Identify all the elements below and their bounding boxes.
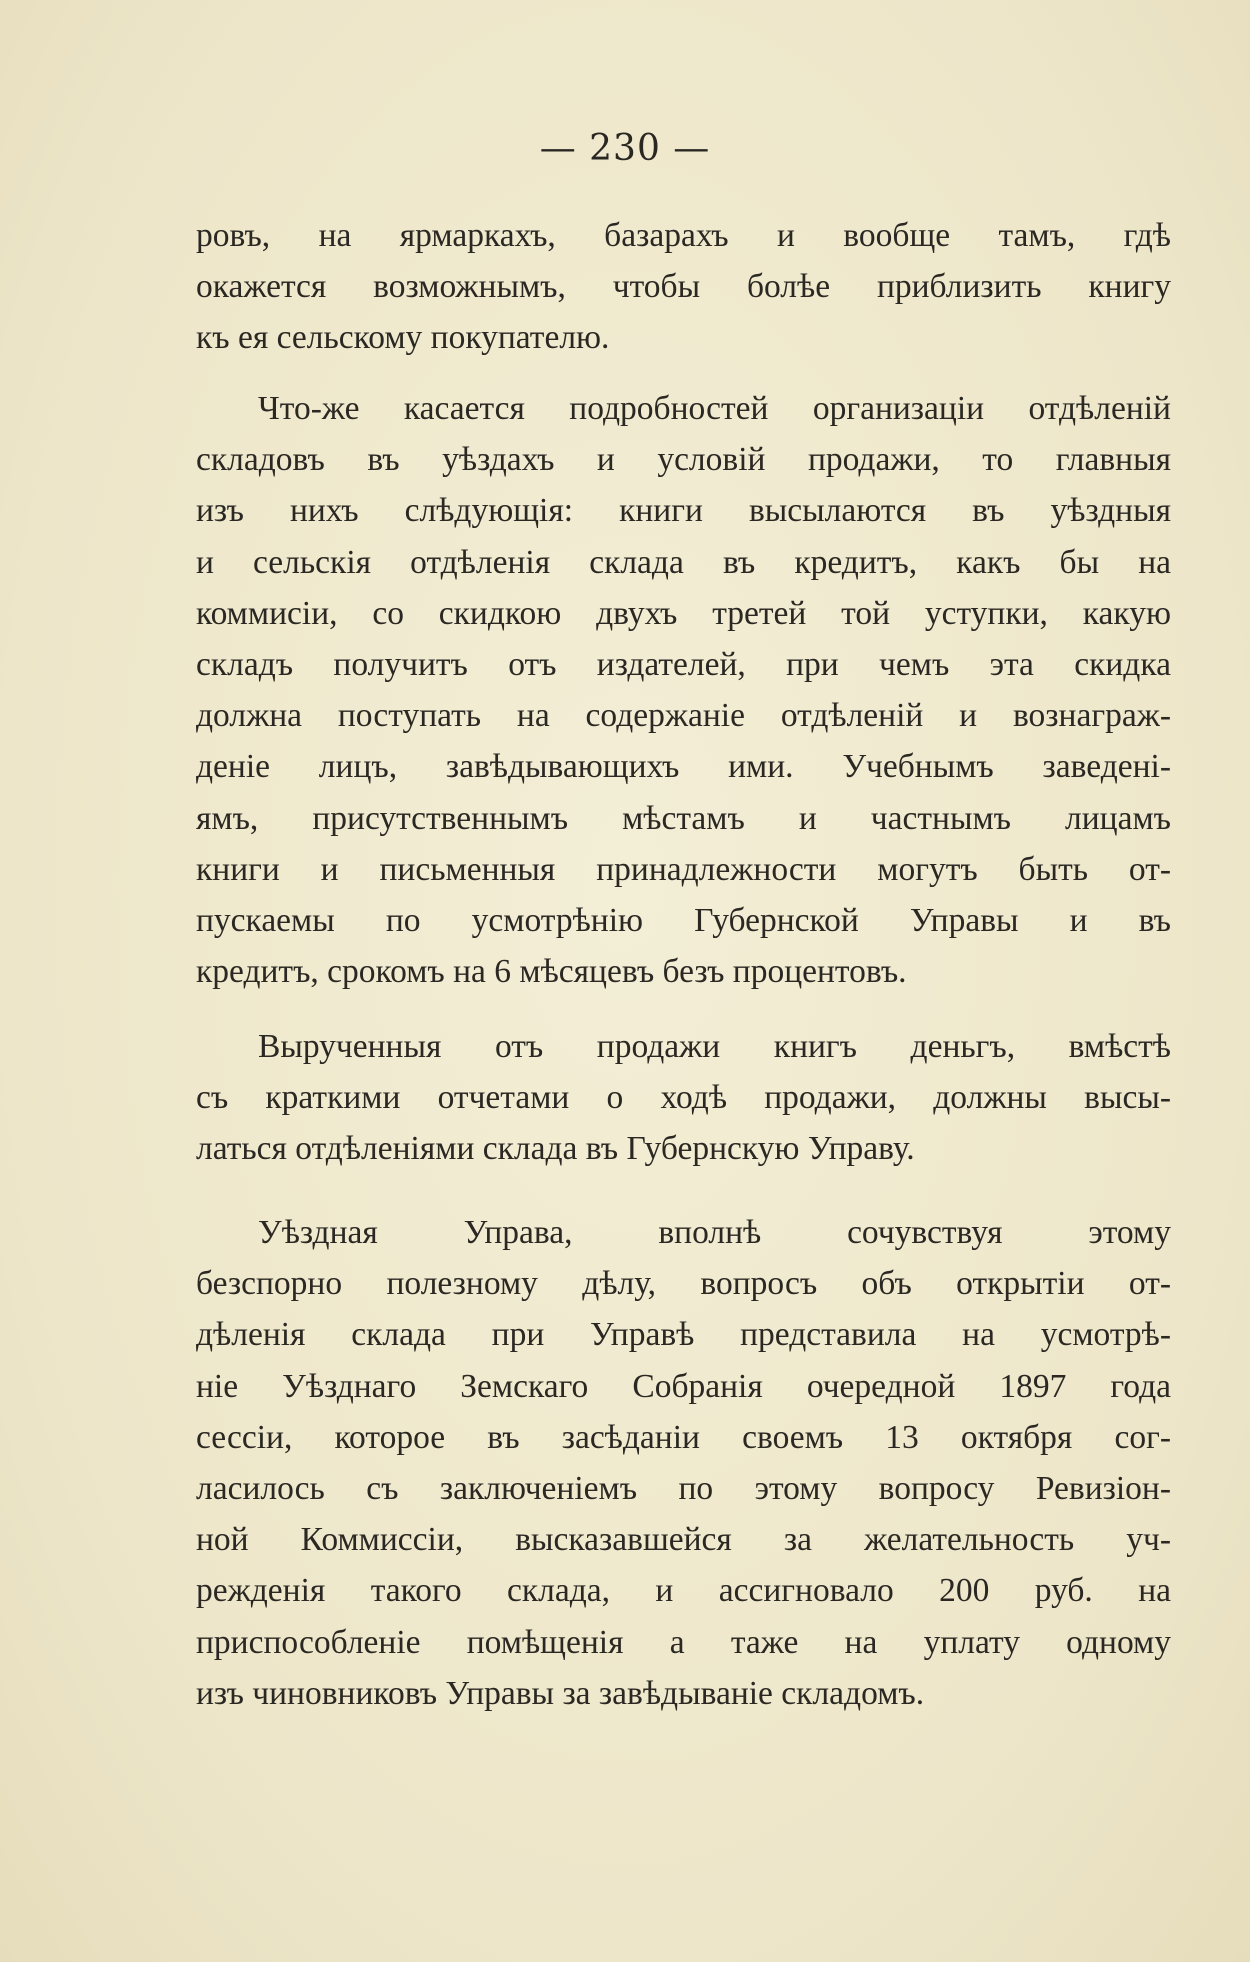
text-line: изъ нихъ слѣдующія: книги высылаются въ уѣздныя — [196, 492, 1171, 530]
text-line: безспорно полезному дѣлу, вопросъ объ открытіи от- — [196, 1265, 1171, 1303]
text-line: складовъ въ уѣздахъ и условій продажи, то главныя — [196, 441, 1171, 479]
text-line: изъ чиновниковъ Управы за завѣдываніе складомъ. — [196, 1674, 925, 1712]
text-line: режденія такого склада, и ассигновало 200 руб. на — [196, 1572, 1171, 1610]
text-line: окажется возможнымъ, чтобы болѣе приблизить книгу — [196, 268, 1171, 306]
text-line: кредитъ, срокомъ на 6 мѣсяцевъ безъ процентовъ. — [196, 953, 907, 991]
text-line: должна поступать на содержаніе отдѣленій и вознаграж- — [196, 697, 1171, 735]
text-line: ямъ, присутственнымъ мѣстамъ и частнымъ лицамъ — [196, 799, 1171, 837]
text-line: коммисіи, со скидкою двухъ третей той уступки, какую — [196, 594, 1171, 632]
text-line: ніе Уѣзднаго Земскаго Собранія очередной 1897 года — [196, 1367, 1171, 1405]
paragraph-continuation — [196, 210, 1171, 364]
text-line: деніе лицъ, завѣдывающихъ ими. Учебнымъ заведені- — [196, 748, 1171, 786]
page-number: — 230 — — [539, 128, 711, 169]
text-line: Что-же касается подробностей организаціи отдѣленій — [258, 390, 1171, 427]
paragraph-organization — [196, 383, 1171, 997]
text-line: сессіи, которое въ засѣданіи своемъ 13 октября сог- — [196, 1418, 1171, 1456]
text-line: Уѣздная Управа, вполнѣ сочувствуя этому — [258, 1214, 1171, 1251]
text-line: латься отдѣленіями склада въ Губернскую Управу. — [196, 1130, 915, 1168]
text-line: съ краткими отчетами о ходѣ продажи, должны высы- — [196, 1079, 1171, 1117]
text-line: ной Коммиссіи, высказавшейся за желательность уч- — [196, 1521, 1171, 1559]
text-line: дѣленія склада при Управѣ представила на усмотрѣ- — [196, 1316, 1171, 1354]
text-line: ласилось съ заключеніемъ по этому вопросу Ревизіон- — [196, 1469, 1171, 1507]
text-line: къ ея сельскому покупателю. — [196, 319, 610, 357]
paragraph-district-board — [196, 1207, 1171, 1719]
text-line: ровъ, на ярмаркахъ, базарахъ и вообще тамъ, гдѣ — [196, 217, 1171, 254]
text-line: Вырученныя отъ продажи книгъ деньгъ, вмѣстѣ — [258, 1028, 1171, 1065]
text-line: пускаемы по усмотрѣнію Губернской Управы и въ — [196, 901, 1171, 939]
text-line: складъ получитъ отъ издателей, при чемъ эта скидка — [196, 645, 1171, 683]
paragraph-proceeds — [196, 1021, 1171, 1175]
text-line: приспособленіе помѣщенія а таже на уплату одному — [196, 1623, 1171, 1661]
text-line: книги и письменныя принадлежности могутъ быть от- — [196, 850, 1171, 888]
text-line: и сельскія отдѣленія склада въ кредитъ, какъ бы на — [196, 543, 1171, 581]
